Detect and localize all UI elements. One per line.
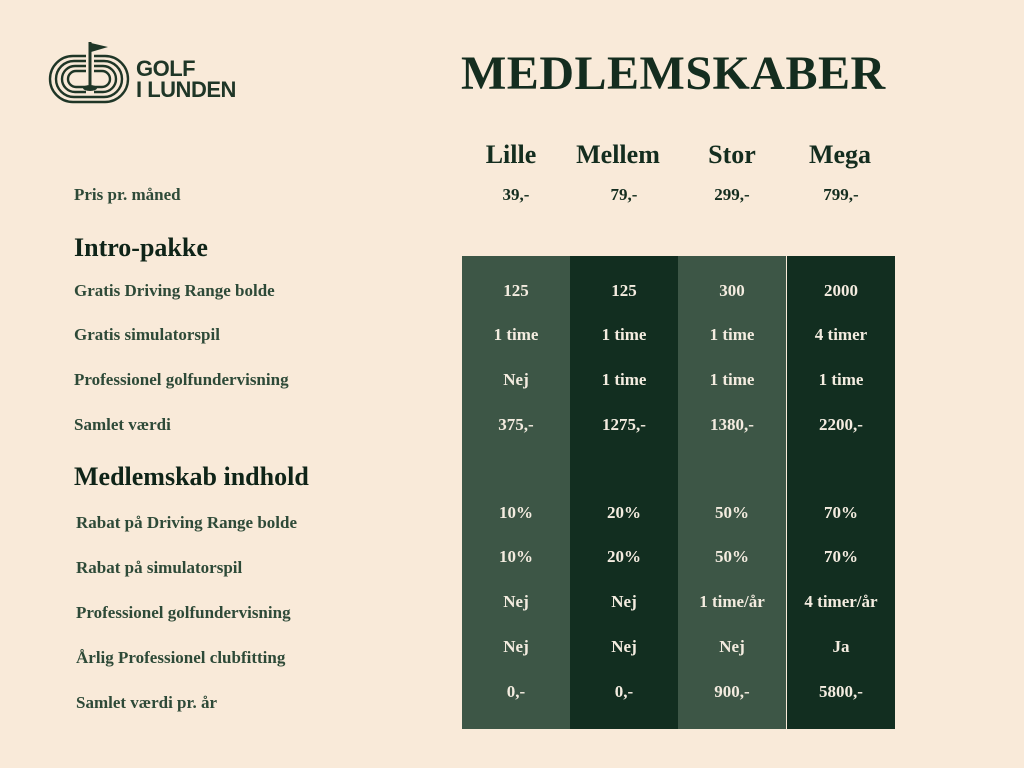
membership-row-label: Årlig Professionel clubfitting <box>76 648 286 667</box>
membership-cell: Nej <box>719 637 745 656</box>
intro-cell: 1 time <box>709 370 755 389</box>
logo-line-1: GOLF <box>136 56 196 81</box>
tier-heading-stor: Stor <box>708 140 756 169</box>
price-stor: 299,- <box>714 185 750 204</box>
intro-cell: 125 <box>611 281 637 300</box>
membership-cell: 20% <box>607 547 641 566</box>
membership-row-label: Rabat på simulatorspil <box>76 558 243 577</box>
tier-heading-mega: Mega <box>808 140 872 169</box>
intro-cell: 1 time <box>818 370 864 389</box>
membership-cell: Nej <box>611 637 637 656</box>
membership-row-label: Rabat på Driving Range bolde <box>76 513 298 532</box>
membership-cell: 50% <box>715 547 749 566</box>
intro-cell: 1 time <box>601 325 647 344</box>
membership-cell: Nej <box>503 637 529 656</box>
membership-cell: Nej <box>503 592 529 611</box>
intro-cell: 1 time <box>709 325 755 344</box>
intro-row-label: Professionel golfundervisning <box>74 370 289 389</box>
membership-cell: 70% <box>824 547 858 566</box>
membership-cell: Ja <box>832 637 850 656</box>
page-title: MEDLEMSKABER <box>461 47 886 100</box>
membership-cell: 4 timer/år <box>804 592 878 611</box>
membership-cell: 10% <box>499 503 533 522</box>
intro-cell: 1 time <box>493 325 539 344</box>
membership-cell: 0,- <box>506 682 526 701</box>
tier-heading-lille: Lille <box>485 140 537 169</box>
membership-cell: 50% <box>715 503 749 522</box>
membership-cell: 1 time/år <box>699 592 765 611</box>
section-title-intro: Intro-pakke <box>74 233 208 262</box>
price-mega: 799,- <box>823 185 859 204</box>
price-label: Pris pr. måned <box>74 185 181 204</box>
membership-cell: 5800,- <box>819 682 863 701</box>
intro-cell: 2000 <box>824 281 858 300</box>
section-title-membership: Medlemskab indhold <box>74 462 309 491</box>
tier-heading-mellem: Mellem <box>576 140 660 169</box>
intro-cell: 375,- <box>498 415 534 434</box>
membership-row-label: Professionel golfundervisning <box>76 603 291 622</box>
logo-text <box>136 58 236 100</box>
price-lille: 39,- <box>502 185 530 204</box>
intro-row-label: Samlet værdi <box>74 415 171 434</box>
membership-row-label: Samlet værdi pr. år <box>76 693 218 712</box>
membership-cell: 0,- <box>614 682 634 701</box>
membership-cell: 70% <box>824 503 858 522</box>
intro-cell: 4 timer <box>814 325 868 344</box>
intro-cell: 2200,- <box>819 415 863 434</box>
logo <box>48 38 278 108</box>
golf-flag-icon <box>48 38 138 108</box>
membership-cell: 10% <box>499 547 533 566</box>
intro-cell: 1380,- <box>710 415 754 434</box>
intro-cell: Nej <box>503 370 529 389</box>
intro-cell: 125 <box>503 281 529 300</box>
intro-row-label: Gratis Driving Range bolde <box>74 281 275 300</box>
intro-cell: 1 time <box>601 370 647 389</box>
membership-cell: 20% <box>607 503 641 522</box>
intro-cell: 300 <box>719 281 745 300</box>
membership-cell: 900,- <box>714 682 750 701</box>
price-mellem: 79,- <box>610 185 638 204</box>
membership-cell: Nej <box>611 592 637 611</box>
logo-line-2: I LUNDEN <box>136 77 236 102</box>
intro-cell: 1275,- <box>602 415 646 434</box>
intro-row-label: Gratis simulatorspil <box>74 325 220 344</box>
